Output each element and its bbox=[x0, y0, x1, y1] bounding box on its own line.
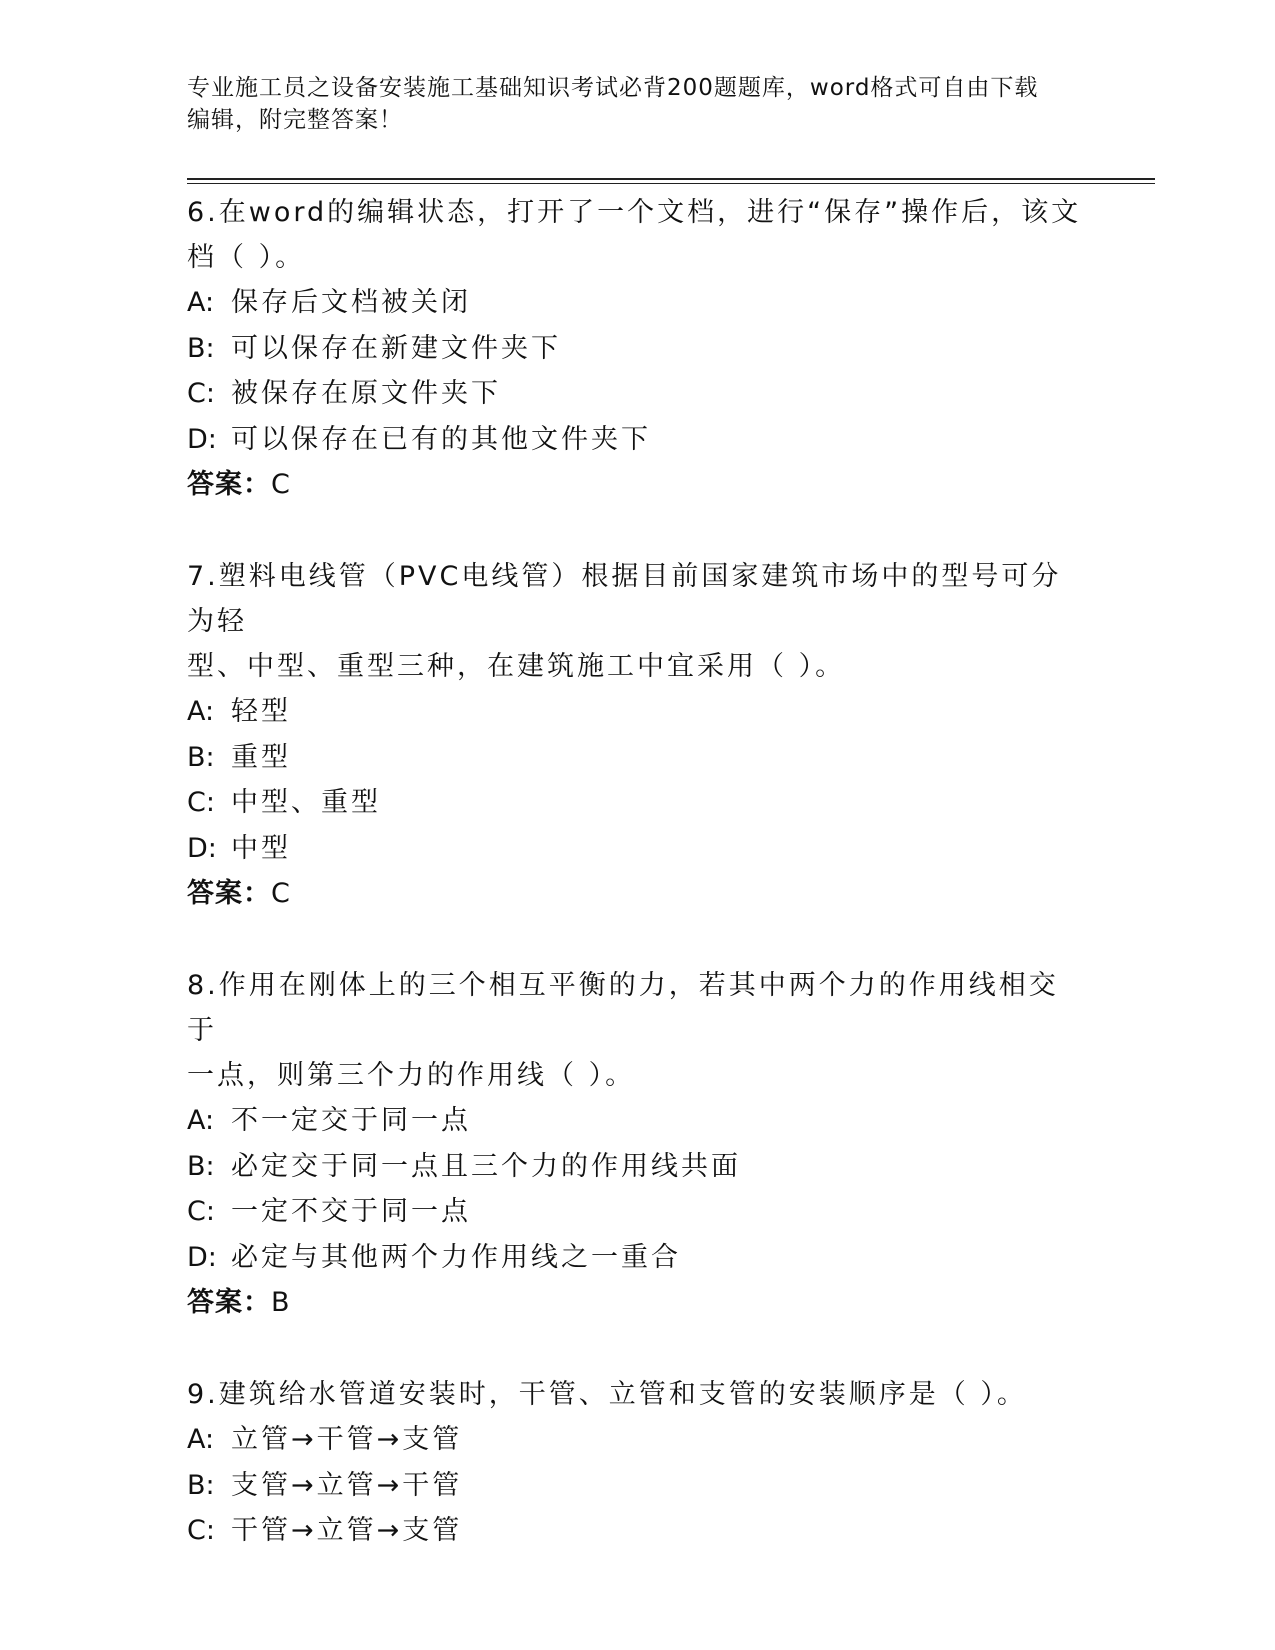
question-stem: 8.作用在刚体上的三个相互平衡的力，若其中两个力的作用线相交于 bbox=[187, 970, 1059, 1046]
answer: 答案：C bbox=[187, 469, 291, 500]
document-header bbox=[187, 72, 1067, 136]
option-a: A: 立管→干管→支管 bbox=[187, 1424, 463, 1455]
question-stem-cont: 一点，则第三个力的作用线（ ）。 bbox=[187, 1060, 636, 1091]
option-a: A: 轻型 bbox=[187, 696, 291, 727]
question-stem-cont: 型、中型、重型三种，在建筑施工中宜采用（ ）。 bbox=[187, 651, 846, 682]
option-d: D: 必定与其他两个力作用线之一重合 bbox=[187, 1241, 681, 1273]
answer: 答案：B bbox=[187, 1287, 291, 1318]
option-a: A: 保存后文档被关闭 bbox=[187, 287, 471, 318]
question-7 bbox=[187, 554, 1087, 916]
option-d: D: 可以保存在已有的其他文件夹下 bbox=[187, 423, 651, 455]
question-stem: 6.在word的编辑状态，打开了一个文档，进行“保存”操作后，该文 bbox=[187, 197, 1082, 228]
header-divider-thin bbox=[187, 183, 1155, 184]
option-c: C: 干管→立管→支管 bbox=[187, 1515, 463, 1546]
question-8 bbox=[187, 963, 1087, 1325]
question-stem: 7.塑料电线管（PVC电线管）根据目前国家建筑市场中的型号可分为轻 bbox=[187, 561, 1062, 637]
option-b: B: 必定交于同一点且三个力的作用线共面 bbox=[187, 1150, 741, 1182]
option-b: B: 重型 bbox=[187, 741, 291, 773]
option-c: C: 被保存在原文件夹下 bbox=[187, 378, 501, 409]
option-a: A: 不一定交于同一点 bbox=[187, 1105, 471, 1136]
question-list bbox=[187, 190, 1087, 1554]
option-b: B: 支管→立管→干管 bbox=[187, 1469, 463, 1501]
header-line-2: 编辑，附完整答案！ bbox=[187, 107, 403, 133]
question-9 bbox=[187, 1372, 1087, 1554]
option-b: B: 可以保存在新建文件夹下 bbox=[187, 332, 561, 364]
question-stem: 9.建筑给水管道安装时，干管、立管和支管的安装顺序是（ ）。 bbox=[187, 1379, 1027, 1410]
option-d: D: 中型 bbox=[187, 832, 291, 864]
question-stem-cont: 档（ ）。 bbox=[187, 242, 306, 273]
question-6 bbox=[187, 190, 1087, 507]
header-line-1: 专业施工员之设备安装施工基础知识考试必背200题题库，word格式可自由下载 bbox=[187, 75, 1039, 101]
option-c: C: 中型、重型 bbox=[187, 787, 381, 818]
header-divider bbox=[187, 178, 1155, 180]
answer: 答案：C bbox=[187, 878, 291, 909]
option-c: C: 一定不交于同一点 bbox=[187, 1196, 471, 1227]
